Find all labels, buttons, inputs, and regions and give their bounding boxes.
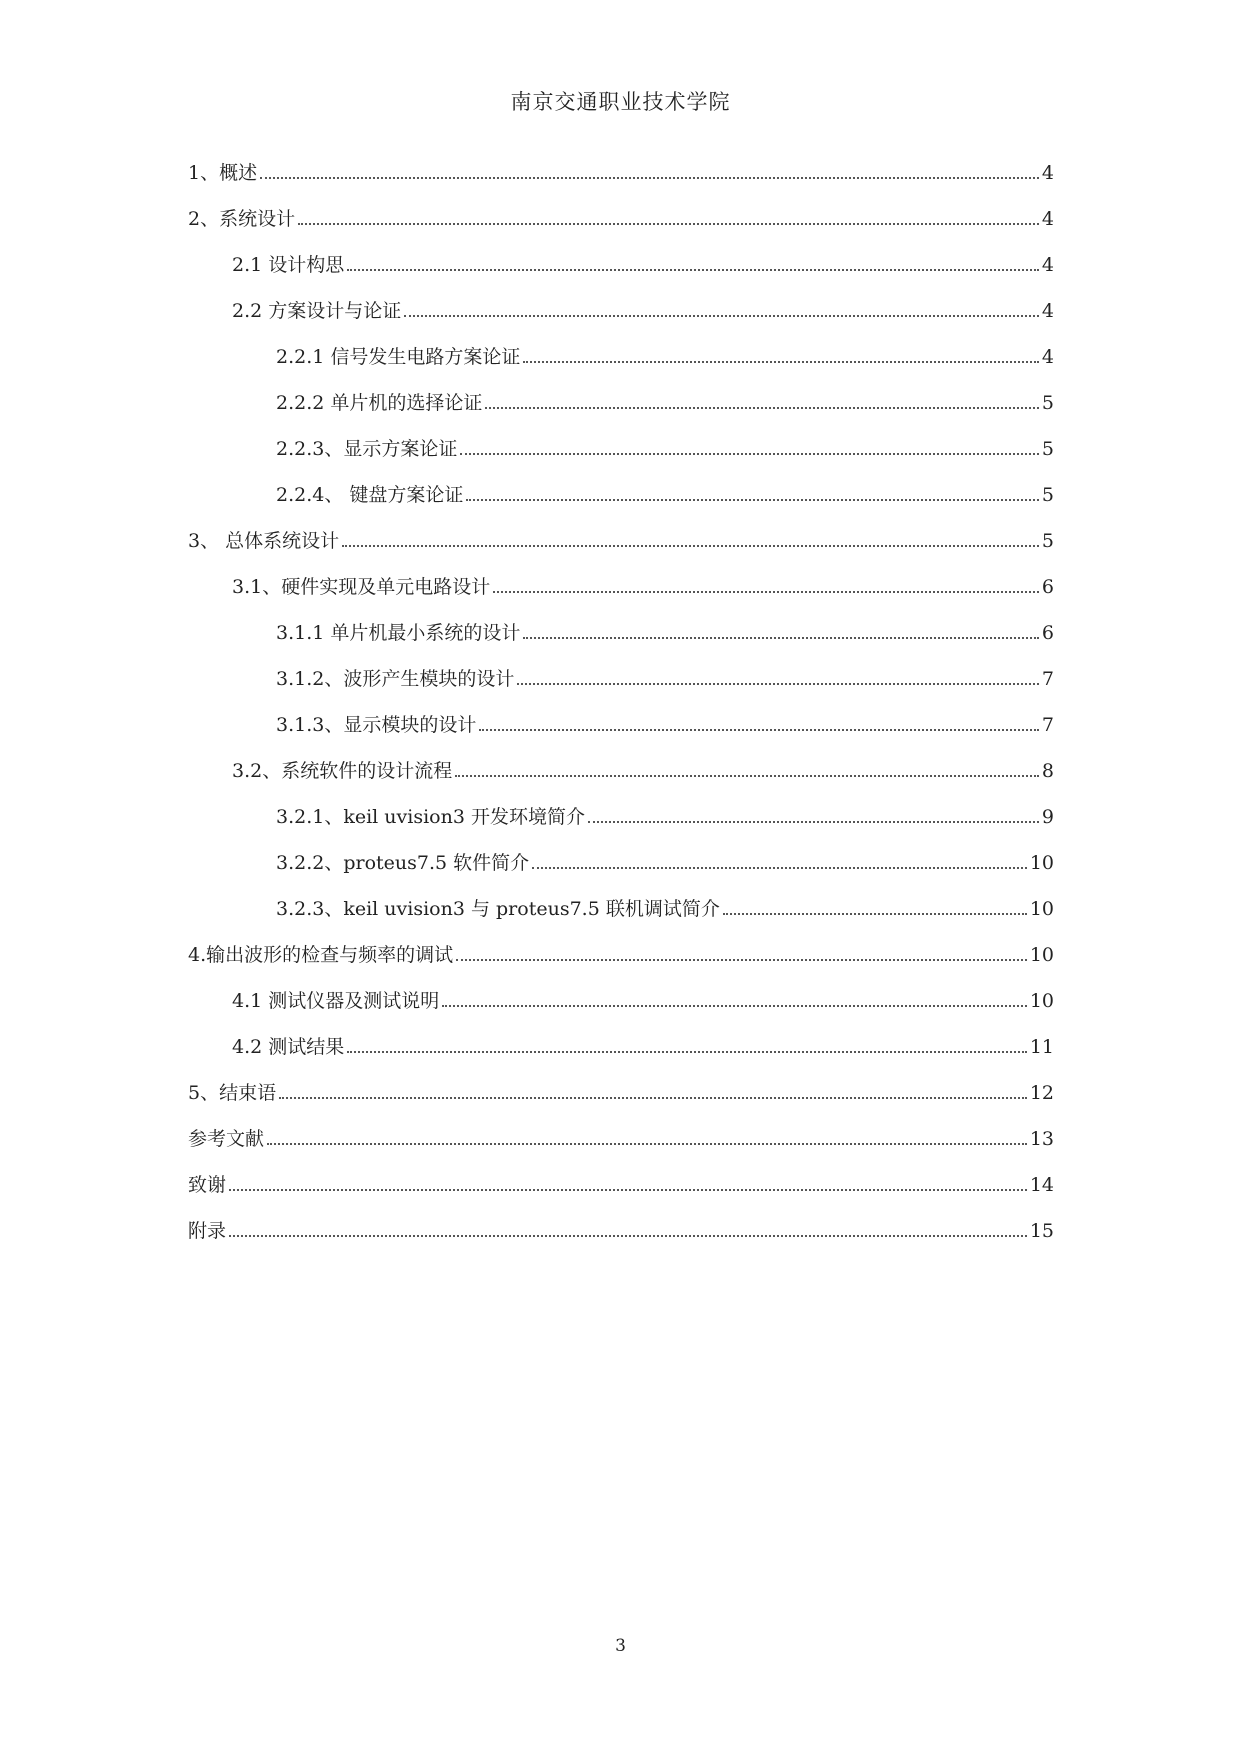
toc-entry-page: 10 bbox=[1029, 990, 1054, 1012]
toc-dot-leader bbox=[298, 223, 1039, 225]
toc-entry[interactable] bbox=[276, 344, 1054, 370]
toc-entry-page: 5 bbox=[1041, 484, 1054, 506]
toc-entry-page: 5 bbox=[1041, 392, 1054, 414]
toc-entry[interactable] bbox=[188, 206, 1054, 232]
toc-dot-leader bbox=[485, 407, 1039, 409]
toc-entry-label: 3.1.3、显示模块的设计 bbox=[276, 714, 477, 736]
toc-dot-leader bbox=[279, 1097, 1027, 1099]
toc-entry-page: 4 bbox=[1041, 346, 1054, 368]
toc-entry-page: 10 bbox=[1029, 852, 1054, 874]
toc-entry[interactable] bbox=[276, 666, 1054, 692]
toc-dot-leader bbox=[442, 1005, 1027, 1007]
toc-entry-page: 6 bbox=[1041, 576, 1054, 598]
toc-dot-leader bbox=[456, 959, 1027, 961]
toc-entry-label: 3.1.2、波形产生模块的设计 bbox=[276, 668, 515, 690]
toc-entry-label: 2.2.1 信号发生电路方案论证 bbox=[276, 346, 521, 368]
toc-entry-page: 7 bbox=[1041, 668, 1054, 690]
toc-entry-page: 9 bbox=[1041, 806, 1054, 828]
toc-entry[interactable] bbox=[188, 942, 1054, 968]
toc-entry[interactable] bbox=[276, 436, 1054, 462]
toc-entry-label: 4.1 测试仪器及测试说明 bbox=[232, 990, 440, 1012]
toc-dot-leader bbox=[493, 591, 1039, 593]
toc-entry-label: 4.2 测试结果 bbox=[232, 1036, 345, 1058]
toc-dot-leader bbox=[588, 821, 1039, 823]
toc-entry-page: 4 bbox=[1041, 300, 1054, 322]
page-header-title: 南京交通职业技术学院 bbox=[510, 90, 731, 114]
toc-entry-label: 3.2.2、proteus7.5 软件简介 bbox=[276, 852, 530, 874]
toc-dot-leader bbox=[342, 545, 1039, 547]
toc-entry-label: 3.2、系统软件的设计流程 bbox=[232, 760, 453, 782]
toc-entry-page: 14 bbox=[1029, 1174, 1054, 1196]
toc-entry-label: 2.2.2 单片机的选择论证 bbox=[276, 392, 483, 414]
toc-entry-page: 4 bbox=[1041, 162, 1054, 184]
toc-entry-page: 15 bbox=[1029, 1220, 1054, 1242]
toc-entry-label: 4.输出波形的检查与频率的调试 bbox=[188, 944, 454, 966]
toc-entry-page: 10 bbox=[1029, 944, 1054, 966]
toc-entry-page: 4 bbox=[1041, 254, 1054, 276]
toc-entry-label: 2.1 设计构思 bbox=[232, 254, 345, 276]
toc-entry-page: 5 bbox=[1041, 530, 1054, 552]
toc-entry[interactable] bbox=[232, 252, 1054, 278]
toc-entry[interactable] bbox=[276, 482, 1054, 508]
toc-entry[interactable] bbox=[276, 896, 1054, 922]
toc-dot-leader bbox=[517, 683, 1039, 685]
toc-dot-leader bbox=[404, 315, 1039, 317]
toc-dot-leader bbox=[523, 637, 1039, 639]
toc-entry-label: 3.1.1 单片机最小系统的设计 bbox=[276, 622, 521, 644]
toc-entry-page: 12 bbox=[1029, 1082, 1054, 1104]
toc-entry-label: 3.2.3、keil uvision3 与 proteus7.5 联机调试简介 bbox=[276, 898, 720, 920]
toc-dot-leader bbox=[723, 913, 1027, 915]
toc-entry-page: 8 bbox=[1041, 760, 1054, 782]
toc-entry-label: 致谢 bbox=[188, 1174, 227, 1196]
toc-entry-page: 7 bbox=[1041, 714, 1054, 736]
toc-dot-leader bbox=[260, 177, 1039, 179]
toc-dot-leader bbox=[523, 361, 1039, 363]
toc-entry[interactable] bbox=[188, 1080, 1054, 1106]
toc-dot-leader bbox=[229, 1189, 1027, 1191]
toc-entry-page: 5 bbox=[1041, 438, 1054, 460]
toc-entry[interactable] bbox=[188, 528, 1054, 554]
toc-entry[interactable] bbox=[188, 1172, 1054, 1198]
page-number: 3 bbox=[615, 1636, 626, 1656]
toc-entry-label: 1、概述 bbox=[188, 162, 258, 184]
toc-entry[interactable] bbox=[232, 298, 1054, 324]
toc-entry[interactable] bbox=[232, 1034, 1054, 1060]
toc-entry-page: 6 bbox=[1041, 622, 1054, 644]
toc-entry-label: 3.1、硬件实现及单元电路设计 bbox=[232, 576, 491, 598]
toc-entry-label: 参考文献 bbox=[188, 1128, 265, 1150]
toc-entry[interactable] bbox=[276, 804, 1054, 830]
toc-entry-label: 5、结束语 bbox=[188, 1082, 277, 1104]
toc-entry-page: 4 bbox=[1041, 208, 1054, 230]
toc-entry[interactable] bbox=[232, 758, 1054, 784]
toc-entry-label: 2.2.4、 键盘方案论证 bbox=[276, 484, 464, 506]
toc-entry[interactable] bbox=[188, 1218, 1054, 1244]
toc-entry[interactable] bbox=[276, 620, 1054, 646]
toc-entry[interactable] bbox=[232, 988, 1054, 1014]
toc-entry-label: 2.2.3、显示方案论证 bbox=[276, 438, 458, 460]
toc-dot-leader bbox=[347, 1051, 1027, 1053]
toc-entry-page: 13 bbox=[1029, 1128, 1054, 1150]
toc-entry-page: 10 bbox=[1029, 898, 1054, 920]
toc-dot-leader bbox=[455, 775, 1039, 777]
toc-entry[interactable] bbox=[232, 574, 1054, 600]
toc-dot-leader bbox=[267, 1143, 1027, 1145]
toc-entry-label: 3、 总体系统设计 bbox=[188, 530, 340, 552]
toc-entry-page: 11 bbox=[1029, 1036, 1054, 1058]
toc-entry-label: 2.2 方案设计与论证 bbox=[232, 300, 402, 322]
toc-dot-leader bbox=[479, 729, 1039, 731]
toc-dot-leader bbox=[347, 269, 1039, 271]
toc-entry[interactable] bbox=[276, 712, 1054, 738]
toc-entry-label: 附录 bbox=[188, 1220, 227, 1242]
toc-dot-leader bbox=[229, 1235, 1027, 1237]
toc-dot-leader bbox=[460, 453, 1039, 455]
toc-entry[interactable] bbox=[188, 160, 1054, 186]
toc-entry[interactable] bbox=[276, 390, 1054, 416]
toc-entry-label: 2、系统设计 bbox=[188, 208, 296, 230]
toc-dot-leader bbox=[466, 499, 1039, 501]
toc-entry[interactable] bbox=[276, 850, 1054, 876]
table-of-contents bbox=[0, 160, 1241, 1260]
toc-entry-label: 3.2.1、keil uvision3 开发环境简介 bbox=[276, 806, 585, 828]
toc-dot-leader bbox=[532, 867, 1027, 869]
toc-entry[interactable] bbox=[188, 1126, 1054, 1152]
